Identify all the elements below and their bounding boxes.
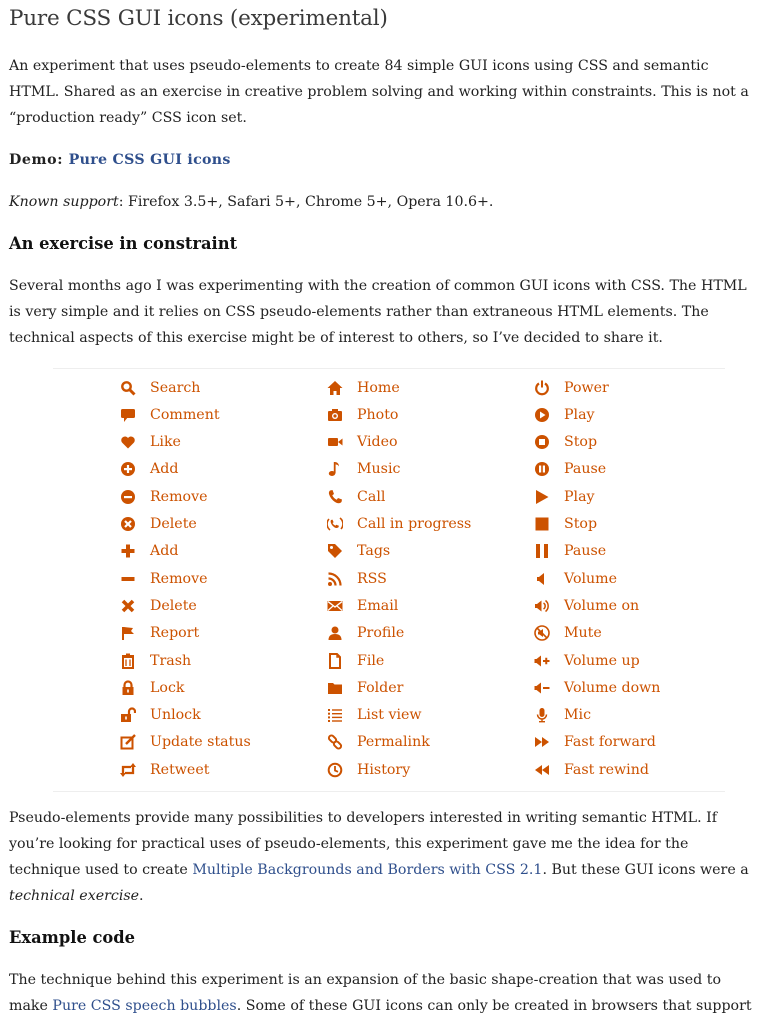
- icon-list-item: [533, 756, 649, 783]
- icon-label: Volume on: [564, 597, 640, 614]
- icon-label: Mic: [564, 707, 592, 724]
- fast-rewind-icon: [533, 761, 551, 779]
- icon-label: Permalink: [357, 734, 430, 751]
- play-circle-icon: [533, 406, 551, 424]
- paragraph-line: you’re looking for practical uses of pseudo-elements, this experiment gave me the idea for the: [9, 836, 689, 852]
- update-status-icon: [119, 733, 137, 751]
- remove-icon: [119, 570, 137, 588]
- paragraph-text: technique used to create: [9, 862, 193, 878]
- icon-list-item: [119, 729, 251, 756]
- file-icon: [326, 652, 344, 670]
- icon-list-item: [326, 456, 400, 483]
- icon-label: Play: [564, 488, 595, 505]
- trash-icon: [119, 652, 137, 670]
- icon-list-item: [119, 592, 197, 619]
- icon-list-item: [326, 565, 387, 592]
- pause-circle-icon: [533, 460, 551, 478]
- icon-label: Retweet: [150, 761, 210, 778]
- icon-list-item: [533, 483, 595, 510]
- icon-label: Trash: [150, 652, 192, 669]
- icon-label: Comment: [150, 406, 220, 423]
- icon-label: Mute: [564, 625, 602, 642]
- icon-list-item: [119, 620, 199, 647]
- icon-list-item: [533, 620, 602, 647]
- icon-label: List view: [357, 707, 422, 724]
- email-icon: [326, 597, 344, 615]
- rss-icon: [326, 570, 344, 588]
- paragraph-text: . But these GUI icons were a: [542, 862, 749, 878]
- demo-label: Demo: [9, 152, 58, 168]
- icon-list-item: [326, 374, 400, 401]
- icon-list-item: [326, 429, 398, 456]
- icon-label: Stop: [564, 516, 598, 532]
- intro-paragraph: [9, 53, 759, 131]
- history-icon: [326, 761, 344, 779]
- icon-list-item: [119, 483, 207, 510]
- power-icon: [533, 379, 551, 397]
- icon-label: RSS: [357, 570, 387, 587]
- icon-label: Play: [564, 406, 595, 423]
- stop-icon: [533, 515, 551, 533]
- icon-label: Volume up: [564, 652, 640, 669]
- icon-list-item: [533, 429, 597, 456]
- icon-label: File: [357, 652, 385, 669]
- demo-link[interactable]: Pure CSS GUI icons: [68, 152, 231, 168]
- play-icon: [533, 488, 551, 506]
- icon-label: Power: [564, 379, 609, 396]
- icon-list-item: [119, 756, 209, 783]
- icon-showcase-panel: [53, 368, 725, 792]
- delete-icon: [119, 597, 137, 615]
- icon-list-item: [326, 511, 471, 538]
- tags-icon: [326, 542, 344, 560]
- icon-list-item: [119, 538, 178, 565]
- icon-label: Update status: [150, 734, 251, 751]
- icon-list-item: [119, 456, 178, 483]
- unlock-icon: [119, 706, 137, 724]
- icon-list-item: [326, 592, 398, 619]
- home-icon: [326, 379, 344, 397]
- permalink-icon: [326, 733, 344, 751]
- icon-label: Fast forward: [564, 734, 656, 751]
- icon-label: Add: [150, 461, 179, 478]
- icon-label: Remove: [150, 570, 208, 587]
- technical-exercise-text: technical exercise: [9, 888, 140, 904]
- pause-icon: [533, 542, 551, 560]
- icon-list-item: [326, 647, 384, 674]
- icon-list-item: [119, 401, 220, 428]
- icon-list-item: [119, 565, 207, 592]
- search-icon: [119, 379, 137, 397]
- icon-list-item: [119, 674, 185, 701]
- icon-label: Pause: [564, 543, 607, 560]
- icon-list-item: [326, 620, 404, 647]
- support-text: : Firefox 3.5+, Safari 5+, Chrome 5+, Opera 10.6+.: [118, 194, 494, 210]
- intro-line: “production ready” CSS icon set.: [9, 110, 247, 126]
- icon-label: Tags: [357, 543, 391, 560]
- icon-list-item: [119, 374, 200, 401]
- icon-label: Call in progress: [357, 516, 472, 532]
- icon-list-item: [326, 538, 390, 565]
- retweet-icon: [119, 761, 137, 779]
- paragraph-line: Pseudo-elements provide many possibilities to developers interested in writing semantic HTML. If: [9, 810, 717, 826]
- pseudo-elements-paragraph: Pseudo-elements provide many possibilities to developers interested in writing semantic HTML. If you’re looking for practical uses of pseudo-elements, this experiment gave me the idea for the technique used to create Multiple Backgrounds and Borders with CSS 2.1. But these GUI icons were a technical exercise.: [9, 805, 759, 909]
- icon-list-item: [533, 702, 591, 729]
- example-code-paragraph: The technique behind this experiment is an expansion of the basic shape-creation that was used to make Pure CSS speech bubbles. Some of these GUI icons can only be created in browsers that support: [9, 967, 759, 1019]
- icon-label: Volume: [564, 570, 618, 587]
- icon-list-item: [533, 565, 617, 592]
- speech-bubbles-link[interactable]: Pure CSS speech bubbles: [52, 998, 237, 1014]
- list-view-icon: [326, 706, 344, 724]
- comment-icon: [119, 406, 137, 424]
- icon-list-item: [533, 456, 606, 483]
- intro-line: HTML. Shared as an exercise in creative problem solving and working within constraints. This is not a: [9, 84, 749, 100]
- icon-label: Pause: [564, 461, 607, 478]
- mute-icon: [533, 624, 551, 642]
- icon-label: Delete: [150, 597, 197, 614]
- icon-label: Video: [357, 434, 398, 451]
- volume-up-icon: [533, 652, 551, 670]
- stop-circle-icon: [533, 433, 551, 451]
- section-heading-example-code: Example code: [9, 928, 136, 947]
- volume-icon: [533, 570, 551, 588]
- like-icon: [119, 433, 137, 451]
- add-icon: [119, 542, 137, 560]
- icon-label: Email: [357, 597, 399, 614]
- icon-label: Folder: [357, 679, 404, 696]
- folder-icon: [326, 679, 344, 697]
- icon-label: History: [357, 761, 411, 778]
- icon-label: Like: [150, 434, 181, 451]
- icon-list-item: [533, 511, 597, 538]
- icon-label: Home: [357, 379, 400, 396]
- icon-label: Search: [150, 379, 201, 396]
- icon-label: Remove: [150, 488, 208, 505]
- icon-list-item: [326, 729, 430, 756]
- multiple-backgrounds-link[interactable]: Multiple Backgrounds and Borders with CSS 2.1: [192, 862, 543, 878]
- icon-list-item: [326, 756, 410, 783]
- icon-list-item: [326, 674, 403, 701]
- icon-list-item: [119, 429, 181, 456]
- icon-list-item: [119, 647, 191, 674]
- constraint-paragraph: [9, 273, 759, 351]
- icon-list-item: [533, 674, 660, 701]
- icon-list-item: [533, 592, 639, 619]
- icon-list-item: [326, 702, 422, 729]
- icon-label: Volume down: [564, 679, 661, 696]
- icon-label: Photo: [357, 406, 399, 423]
- fast-forward-icon: [533, 733, 551, 751]
- icon-list-item: [533, 374, 609, 401]
- call-in-progress-icon: [326, 515, 344, 533]
- profile-icon: [326, 624, 344, 642]
- support-label: Known support: [9, 194, 119, 210]
- icon-label: Profile: [357, 625, 405, 642]
- icon-label: Fast rewind: [564, 761, 649, 778]
- constraint-line: Several months ago I was experimenting with the creation of common GUI icons with CSS. The HTML: [9, 278, 747, 294]
- icon-label: Unlock: [150, 707, 201, 724]
- icon-list-item: [533, 401, 595, 428]
- volume-on-icon: [533, 597, 551, 615]
- add-circle-icon: [119, 460, 137, 478]
- mic-icon: [533, 706, 551, 724]
- icon-list-item: [119, 511, 197, 538]
- report-flag-icon: [119, 624, 137, 642]
- call-icon: [326, 488, 344, 506]
- paragraph-line: The technique behind this experiment is an expansion of the basic shape-creation that was used to: [9, 972, 722, 988]
- support-line: [9, 189, 759, 215]
- icon-list-item: [533, 647, 640, 674]
- icon-label: Music: [357, 461, 401, 478]
- photo-icon: [326, 406, 344, 424]
- constraint-line: technical aspects of this exercise might be of interest to others, so I’ve decided to share it.: [9, 330, 663, 346]
- video-icon: [326, 433, 344, 451]
- icon-label: Lock: [150, 679, 185, 696]
- icon-list-item: [533, 729, 656, 756]
- constraint-line: is very simple and it relies on CSS pseudo-elements rather than extraneous HTML elements. The: [9, 304, 709, 320]
- icon-label: Call: [357, 488, 386, 505]
- page-title: Pure CSS GUI icons (experimental): [9, 6, 388, 31]
- intro-line: An experiment that uses pseudo-elements to create 84 simple GUI icons using CSS and semantic: [9, 58, 709, 74]
- icon-list-item: [326, 483, 385, 510]
- icon-label: Report: [150, 625, 200, 642]
- delete-circle-icon: [119, 515, 137, 533]
- demo-line: Demo: Pure CSS GUI icons: [9, 152, 231, 168]
- icon-label: Delete: [150, 516, 197, 532]
- icon-list-item: [119, 702, 201, 729]
- music-icon: [326, 460, 344, 478]
- section-heading-constraint: An exercise in constraint: [9, 234, 238, 253]
- remove-circle-icon: [119, 488, 137, 506]
- icon-label: Stop: [564, 434, 598, 451]
- lock-icon: [119, 679, 137, 697]
- icon-list-item: [326, 401, 398, 428]
- volume-down-icon: [533, 679, 551, 697]
- icon-label: Add: [150, 543, 179, 560]
- icon-list-item: [533, 538, 606, 565]
